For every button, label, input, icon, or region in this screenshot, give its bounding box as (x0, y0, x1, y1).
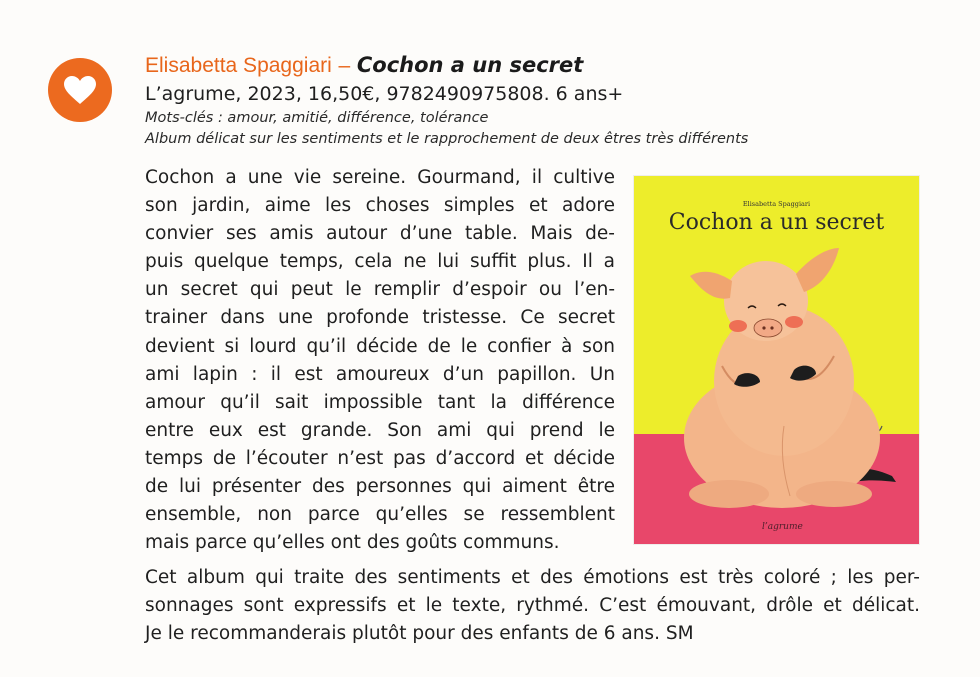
body-line: de lui présenter des personnes qui aiment être (145, 476, 615, 498)
separator: – (338, 54, 351, 77)
body-line: sonnages sont expressifs et le texte, rythmé. C’est émouvant, drôle et délicat. (145, 595, 920, 617)
body-line: Cet album qui traite des sentiments et des émotions est très coloré ; les per- (145, 567, 920, 588)
author-name: Elisabetta Spaggiari (145, 54, 332, 77)
body-line: entre eux est grande. Son ami qui prend le (145, 419, 615, 441)
body-line: ami lapin : il est amoureux d’un papillon. Un (145, 363, 615, 385)
body-line: trainer dans une profonde tristesse. Ce secret (145, 307, 615, 329)
review-body-bottom (145, 564, 920, 648)
title-line (145, 50, 945, 81)
body-line: temps de l’écouter n’est pas d’accord et décide (145, 447, 615, 469)
body-line: puis quelque temps, cela ne lui suffit plus. Il a (145, 251, 615, 273)
body-line: Je le recommanderais plutôt pour des enfants de 6 ans. SM (145, 623, 694, 645)
review-body-left (145, 164, 615, 557)
tagline: Album délicat sur les sentiments et le rapprochement de deux êtres très différents (145, 131, 749, 147)
book-title: Cochon a un secret (356, 53, 584, 77)
body-line: devient si lourd qu’il décide de le confier à son (145, 335, 615, 357)
body-line: son jardin, aime les choses simples et adore (145, 195, 615, 217)
body-line: mais parce qu’elles ont des goûts communs. (145, 532, 560, 554)
review-header (145, 50, 945, 150)
cover-title: Cochon a un secret (668, 210, 885, 235)
book-cover (634, 176, 919, 544)
body-line: Cochon a une vie sereine. Gourmand, il cultive (145, 167, 615, 188)
keywords: Mots-clés : amour, amitié, différence, tolérance (145, 110, 489, 126)
body-line: amour qu’il sait impossible tant la différence (145, 391, 615, 413)
category-badge (48, 58, 112, 122)
body-line: ensemble, non parce qu’elles se ressemblent (145, 504, 615, 526)
cover-author: Elisabetta Spaggiari (742, 200, 811, 208)
heart-icon (63, 75, 97, 105)
body-line: un secret qui peut le remplir d’espoir ou l’en- (145, 279, 615, 301)
publication-info: L’agrume, 2023, 16,50€, 9782490975808. 6 ans+ (145, 83, 624, 105)
body-line: convier ses amis autour d’une table. Mais de- (145, 223, 615, 245)
cover-publisher: l’agrume (762, 522, 803, 532)
